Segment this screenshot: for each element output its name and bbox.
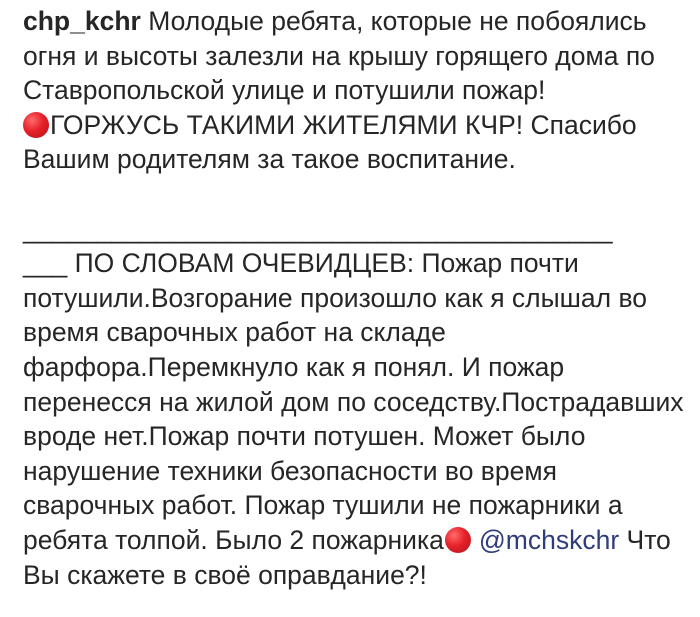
mention-link[interactable]: @mchskchr [478,524,620,555]
caption-divider: ________________________________________ [23,213,613,244]
caption-text-eyewitness: ___ ПО СЛОВАМ ОЧЕВИДЦЕВ: Пожар почти потушили.Возгорание произошло как я слышал во время сварочных работ на складе фарфора.Перемкнуло как я понял. И пожар перенесся на жилой дом по соседству.Пострадавших вроде нет.Пожар почти потушен. Может было нарушение техники безопасности во время сварочных работ. Пожар тушили не пожарники а ребята толпой. Было 2 пожарника [23,248,684,555]
red-circle-icon [445,527,471,553]
caption-text-pride: ГОРЖУСЬ ТАКИМИ ЖИТЕЛЯМИ КЧР! Спасибо Вашим родителям за такое воспитание. [23,109,637,175]
username-link[interactable]: chp_kchr [23,6,141,36]
caption-text-intro: Молодые ребята, которые не побоялись огня и высоты залезли на крышу горящего дома по Ставропольской улице и потушили пожар! [23,6,655,106]
red-circle-icon [23,112,49,138]
post-caption [23,4,693,592]
caption-text-question: Что Вы скажете в своё оправдание?! [23,524,671,590]
